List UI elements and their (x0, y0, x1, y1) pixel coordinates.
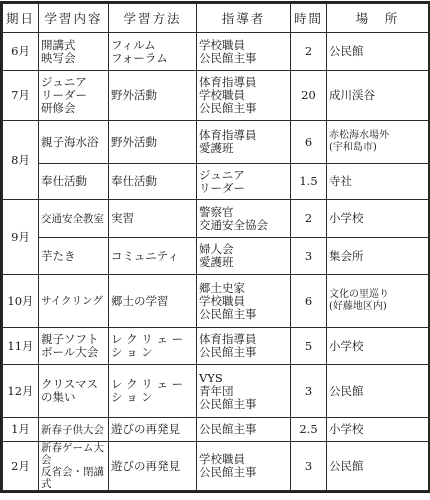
method-cell: 野外活動 (109, 71, 197, 121)
content-cell: 新春子供大会 (39, 418, 109, 442)
time-cell: 3 (291, 238, 327, 275)
table-row (3, 328, 429, 365)
table-row (3, 418, 429, 442)
time-cell: 2 (291, 200, 327, 238)
method-cell: 実習 (109, 200, 197, 238)
place-cell: 成川渓谷 (327, 71, 429, 121)
content-cell: 交通安全教室 (39, 200, 109, 238)
time-cell: 1.5 (291, 164, 327, 200)
header-month: 期日 (3, 4, 39, 33)
place-cell: 公民館 (327, 365, 429, 418)
leader-cell: 公民館主事 (197, 418, 291, 442)
table-row (3, 121, 429, 164)
leader-cell: 学校職員 公民館主事 (197, 442, 291, 491)
content-cell: 奉仕活動 (39, 164, 109, 200)
leader-cell: VYS 青年団 公民館主事 (197, 365, 291, 418)
leader-cell: 体育指導員 公民館主事 (197, 328, 291, 365)
content-cell: ジュニア リーダー 研修会 (39, 71, 109, 121)
table-row (3, 238, 429, 275)
method-cell: 遊びの再発見 (109, 418, 197, 442)
method-cell: コミュニティ (109, 238, 197, 275)
content-cell: 開講式 映写会 (39, 33, 109, 71)
header-row (3, 4, 429, 33)
table-row (3, 164, 429, 200)
method-cell: フィルム フォーラム (109, 33, 197, 71)
content-cell: 芋たき (39, 238, 109, 275)
method-cell: レ ク リ ェ ー シ ョ ン (109, 328, 197, 365)
month-cell: 8月 (3, 121, 39, 200)
month-cell: 9月 (3, 200, 39, 275)
table-row (3, 442, 429, 491)
month-cell: 11月 (3, 328, 39, 365)
place-cell: 公民館 (327, 33, 429, 71)
time-cell: 5 (291, 328, 327, 365)
table-row (3, 365, 429, 418)
place-cell: 集会所 (327, 238, 429, 275)
time-cell: 3 (291, 365, 327, 418)
month-cell: 10月 (3, 275, 39, 328)
time-cell: 2 (291, 33, 327, 71)
month-cell: 6月 (3, 33, 39, 71)
content-cell: サイクリング (39, 275, 109, 328)
schedule-table (2, 3, 429, 491)
place-cell: 文化の里巡り (好藤地区内) (327, 275, 429, 328)
header-time: 時間 (291, 4, 327, 33)
place-cell: 赤松海水場外 (宇和島市) (327, 121, 429, 164)
method-cell: 野外活動 (109, 121, 197, 164)
table-row (3, 33, 429, 71)
place-cell: 小学校 (327, 200, 429, 238)
header-leader: 指導者 (197, 4, 291, 33)
leader-cell: 体育指導員 学校職員 公民館主事 (197, 71, 291, 121)
time-cell: 2.5 (291, 418, 327, 442)
leader-cell: 郷土史家 学校職員 公民館主事 (197, 275, 291, 328)
leader-cell: 体育指導員 愛護班 (197, 121, 291, 164)
content-cell: 親子ソフト ボール大会 (39, 328, 109, 365)
method-cell: 奉仕活動 (109, 164, 197, 200)
place-cell: 寺社 (327, 164, 429, 200)
time-cell: 6 (291, 275, 327, 328)
method-cell: 遊びの再発見 (109, 442, 197, 491)
leader-cell: 警察官 交通安全協会 (197, 200, 291, 238)
month-cell: 7月 (3, 71, 39, 121)
table-row (3, 71, 429, 121)
month-cell: 1月 (3, 418, 39, 442)
place-cell: 公民館 (327, 442, 429, 491)
place-cell: 小学校 (327, 418, 429, 442)
header-place: 場 所 (327, 4, 429, 33)
content-cell: 新春ゲーム大会 反省会・閉講式 (39, 442, 109, 491)
leader-cell: ジュニア リーダー (197, 164, 291, 200)
time-cell: 3 (291, 442, 327, 491)
place-cell: 小学校 (327, 328, 429, 365)
leader-cell: 婦人会 愛護班 (197, 238, 291, 275)
month-cell: 12月 (3, 365, 39, 418)
content-cell: 親子海水浴 (39, 121, 109, 164)
method-cell: レ ク リ ェ ー シ ョ ン (109, 365, 197, 418)
header-method: 学習方法 (109, 4, 197, 33)
header-content: 学習内容 (39, 4, 109, 33)
content-cell: クリスマス の集い (39, 365, 109, 418)
time-cell: 20 (291, 71, 327, 121)
leader-cell: 学校職員 公民館主事 (197, 33, 291, 71)
month-cell: 2月 (3, 442, 39, 491)
table-row (3, 200, 429, 238)
method-cell: 郷土の学習 (109, 275, 197, 328)
table-row (3, 275, 429, 328)
time-cell: 6 (291, 121, 327, 164)
